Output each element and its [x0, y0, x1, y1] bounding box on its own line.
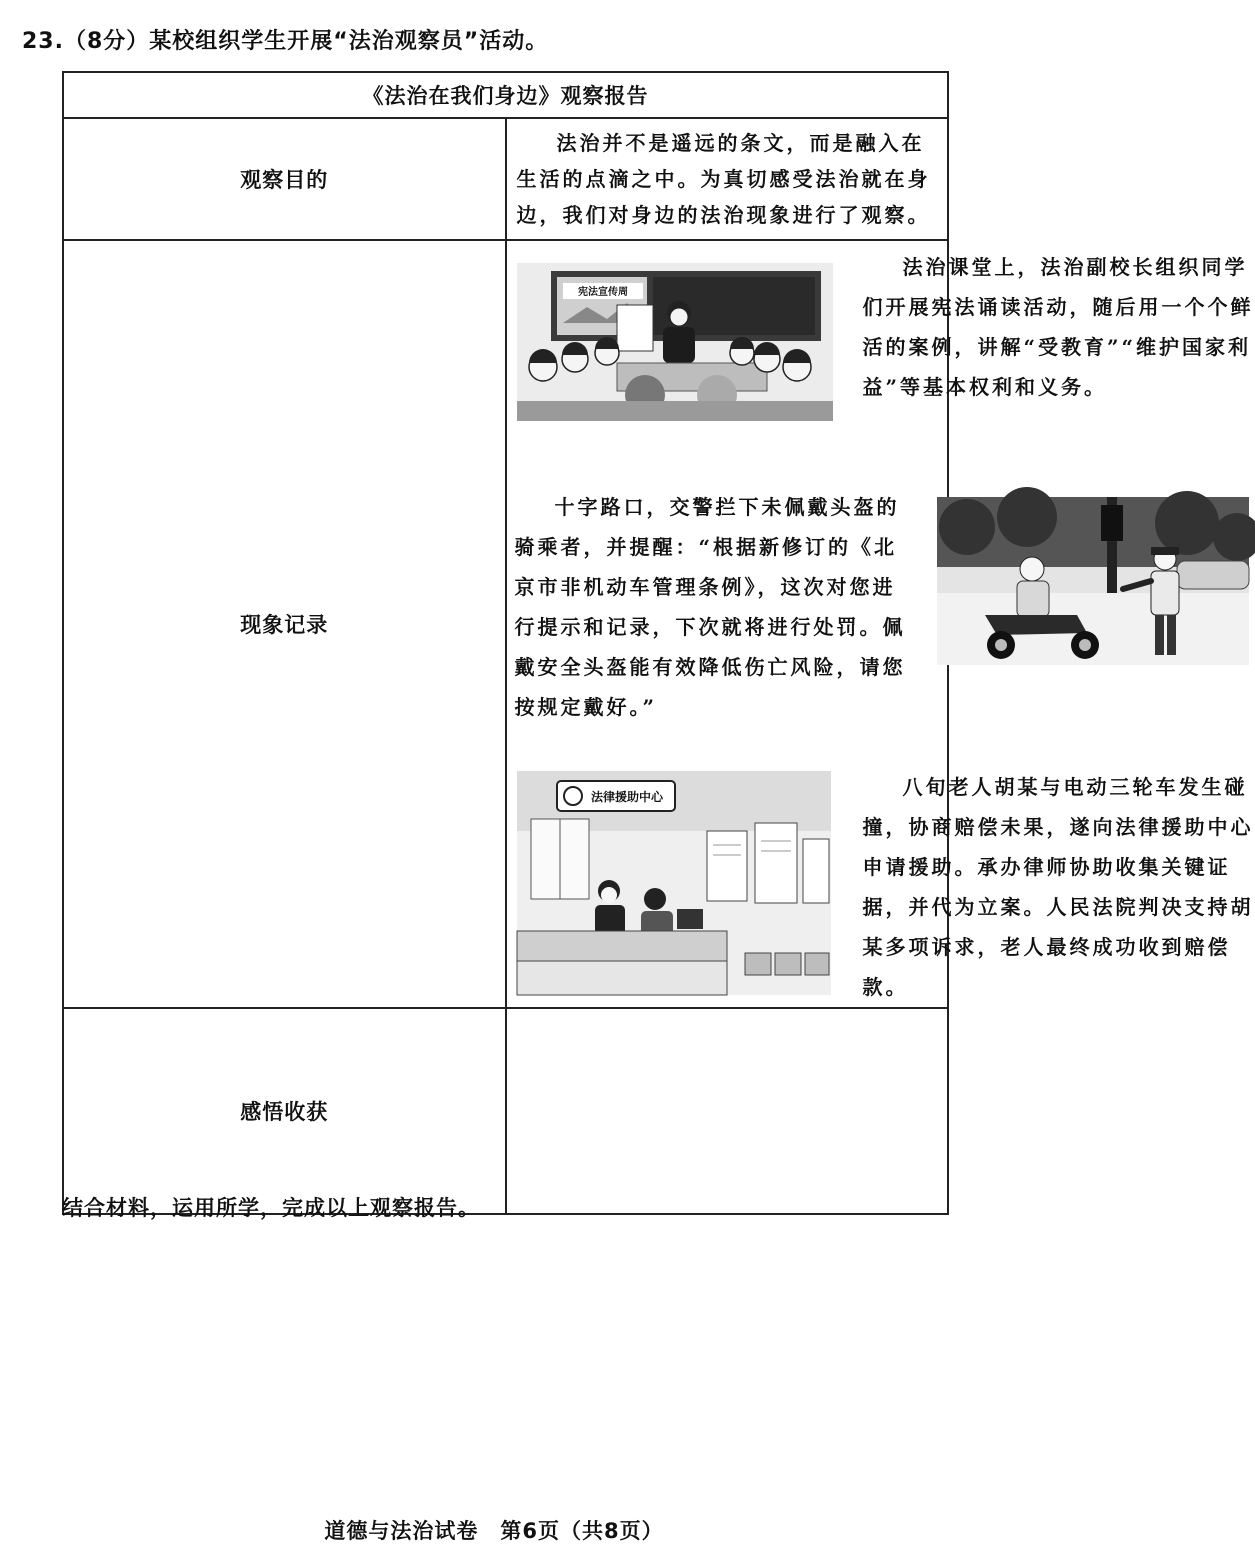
legal-aid-center-illustration	[517, 771, 831, 995]
gains-answer-area[interactable]	[506, 1008, 949, 1214]
observation-report-table	[62, 71, 1254, 1215]
records-cell	[506, 240, 1254, 1008]
records-label: 现象记录	[63, 240, 506, 1008]
instruction-text: 结合材料，运用所学，完成以上观察报告。	[62, 1196, 480, 1220]
record-2-block	[515, 487, 909, 727]
traffic-police-illustration	[937, 497, 1249, 665]
legal-aid-sign-caption: 法律援助中心	[590, 790, 663, 804]
record-1-text: 法治课堂上，法治副校长组织同学们开展宪法诵读活动，随后用一个个鲜活的案例，讲解“受教育”“维护国家利益”等基本权利和义务。	[862, 255, 1254, 399]
record-3-text: 八旬老人胡某与电动三轮车发生碰撞，协商赔偿未果，遂向法律援助中心申请援助。承办律师协助收集关键证据，并代为立案。人民法院判决支持胡某多项诉求，老人最终成功收到赔偿款。	[862, 775, 1254, 999]
gains-label: 感悟收获	[63, 1008, 506, 1214]
record-1-block	[863, 247, 1255, 407]
purpose-label: 观察目的	[63, 118, 506, 240]
page-footer: 道德与法治试卷 第6页（共8页）	[324, 1519, 664, 1543]
purpose-text: 法治并不是遥远的条文，而是融入在生活的点滴之中。为真切感受法治就在身边，我们对身边的法治现象进行了观察。	[516, 131, 931, 227]
report-title: 《法治在我们身边》观察报告	[63, 72, 948, 118]
purpose-cell	[506, 118, 949, 240]
classroom-illustration	[517, 263, 833, 421]
record-3-block	[863, 767, 1255, 1007]
record-2-text: 十字路口，交警拦下未佩戴头盔的骑乘者，并提醒：“根据新修订的《北京市非机动车管理条例》，这次对您进行提示和记录，下次就将进行处罚。佩戴安全头盔能有效降低伤亡风险，请您按规定戴好。”	[514, 495, 906, 719]
question-header: 23.（8分）某校组织学生开展“法治观察员”活动。	[22, 29, 549, 54]
classroom-poster-caption: 宪法宣传周	[577, 287, 628, 298]
